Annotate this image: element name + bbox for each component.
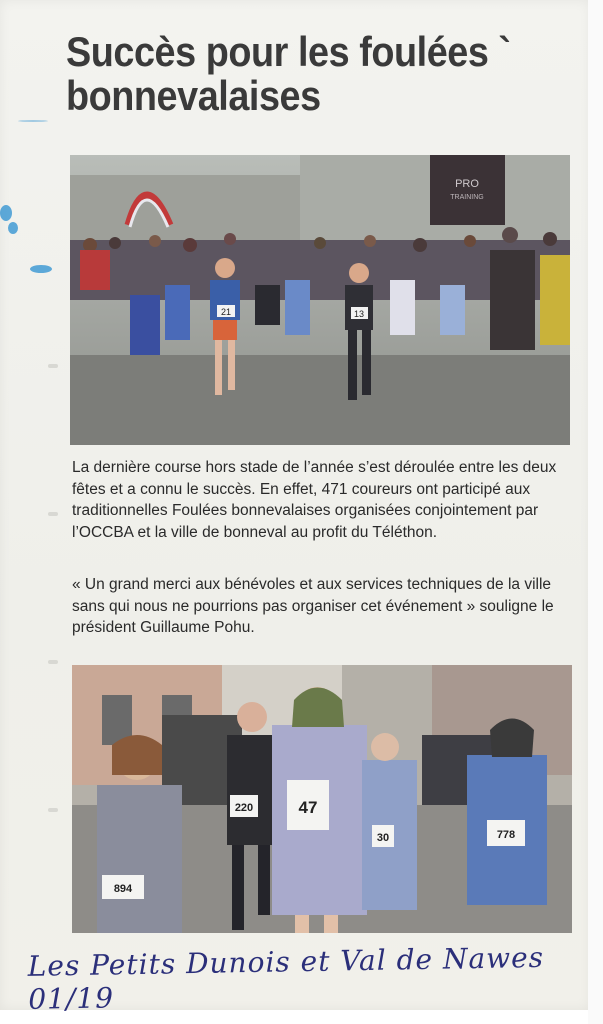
bib-number: 894: [113, 883, 133, 895]
handwritten-source-note: Les Petits Dunois et Val de Nawes 01/19: [27, 940, 545, 1016]
page-edge: [588, 0, 603, 1024]
article-paragraph-1: La dernière course hors stade de l’année s’est déroulée entre les deux fêtes et a connu le succès. En effet, 471 coureurs ont participé aux traditionnelles Foulées bonnevalaises organisées conjointement par l’OCCBA et la ville de bonneval au profit du Téléthon.: [72, 459, 557, 541]
bib-number: 21: [220, 307, 232, 317]
article-headline: Succès pour les foulées ` bonnevalaises: [66, 28, 511, 119]
punch-hole: [48, 660, 58, 664]
bib-number: 220: [234, 802, 254, 814]
bib-number: 30: [376, 832, 390, 844]
banner-text: PRO: [455, 178, 479, 190]
article-paragraph-2: « Un grand merci aux bénévoles et aux services techniques de la ville sans qui nous ne pourrions pas organiser cet événement » souligne le président Guillaume Pohu.: [72, 576, 554, 636]
bib-number: 13: [353, 309, 365, 319]
ink-stain: [18, 120, 48, 122]
ink-stain: [0, 205, 12, 221]
punch-hole: [48, 364, 58, 368]
bib-number: 47: [298, 798, 318, 817]
punch-hole: [48, 808, 58, 812]
race-start-photo: [70, 155, 570, 445]
costumed-runners-photo: [72, 665, 572, 933]
ink-stain: [30, 265, 52, 273]
banner-subtext: TRAINING: [450, 194, 484, 201]
bib-number: 778: [496, 829, 516, 841]
punch-hole: [48, 512, 58, 516]
ink-stain: [8, 222, 18, 234]
